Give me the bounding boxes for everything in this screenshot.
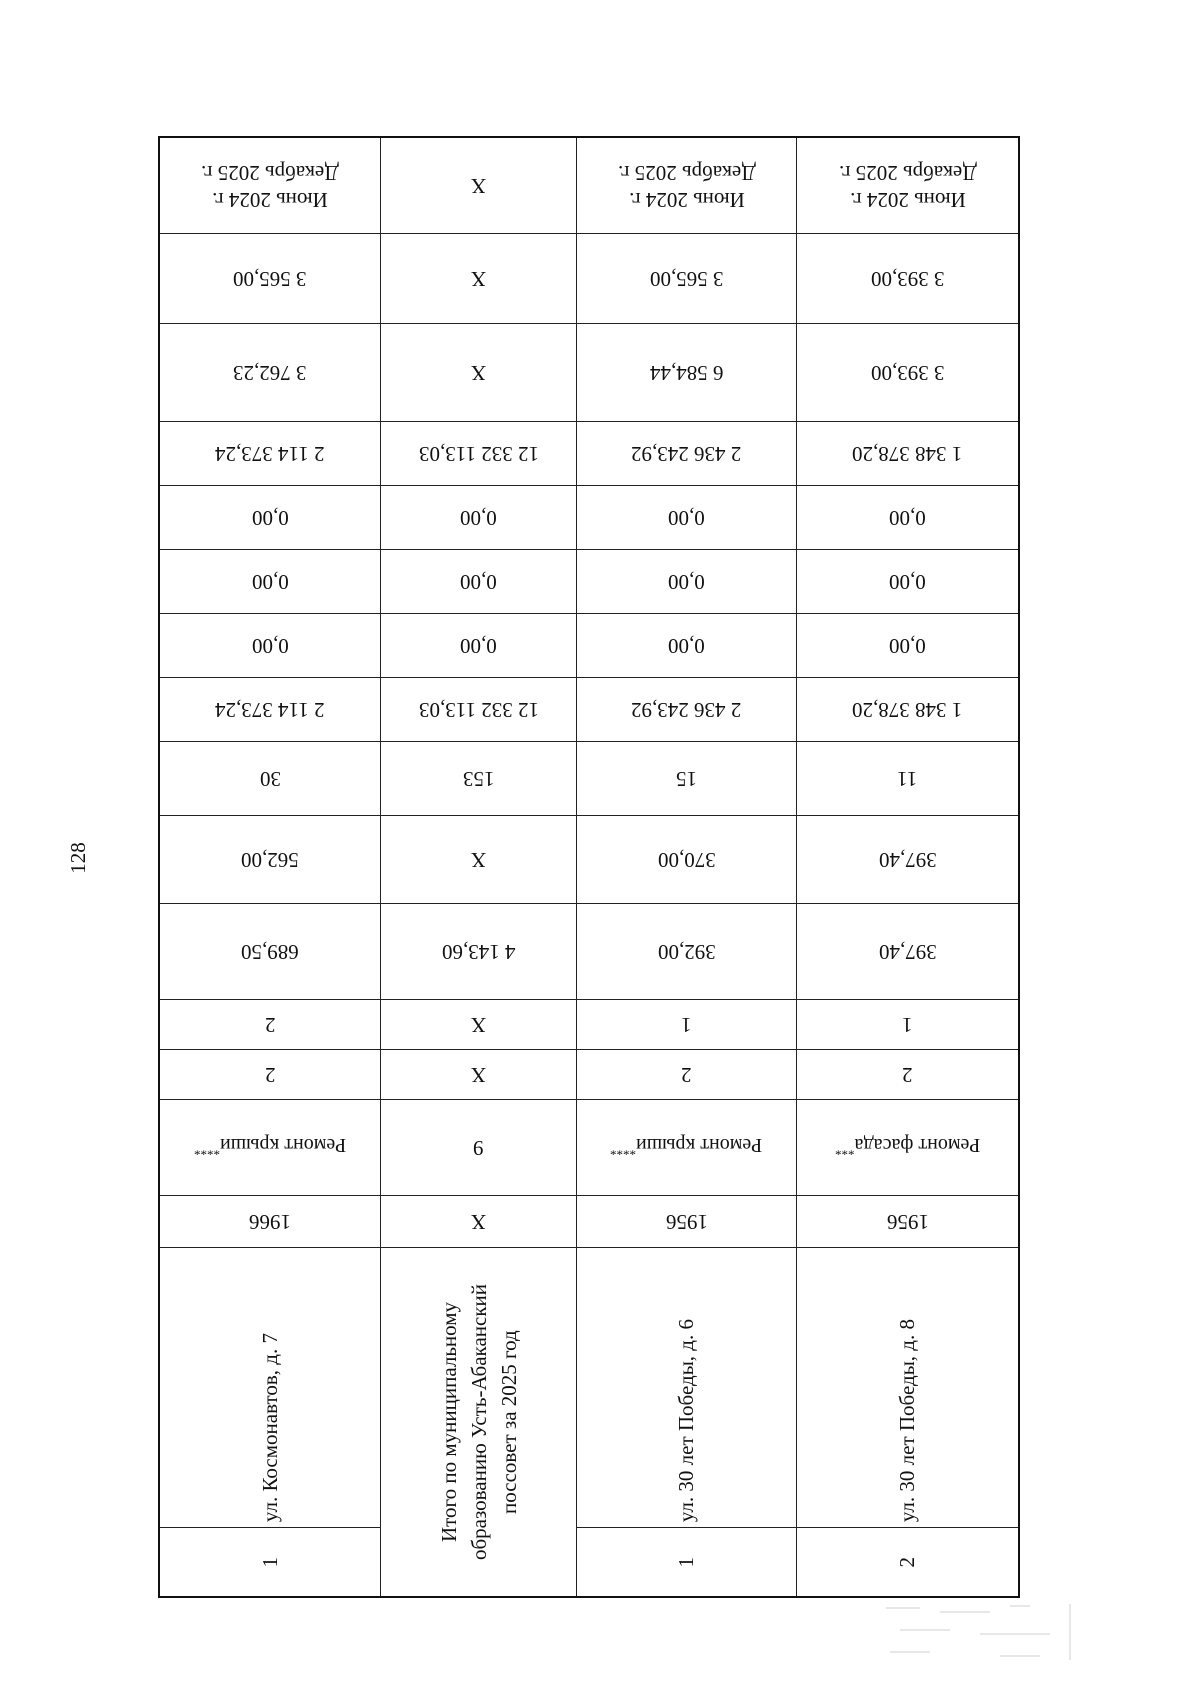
table-row-zero-3 [160, 614, 1018, 678]
cell-zero: 0,00 [796, 486, 1018, 549]
cell-period: X [380, 138, 576, 233]
cell-year: 1956 [796, 1196, 1018, 1247]
cell-unit-cost: X [380, 324, 576, 421]
cell-zero: 0,00 [796, 614, 1018, 677]
table-row-zero-1 [160, 486, 1018, 550]
cell-total: 12 332 113,03 [380, 678, 576, 741]
cell-address: ул. 30 лет Победы, д. 6 1 [576, 1248, 796, 1596]
cell-work-type: Ремонт крыши**** [576, 1100, 796, 1195]
cell-period: Июнь 2024 г. Декабрь 2025 г. [201, 160, 339, 212]
cell-year: 1966 [249, 1210, 291, 1234]
table-row-year [160, 1196, 1018, 1248]
table-row-unit-cost [160, 324, 1018, 422]
cell-unit-cost: 3 762,23 [233, 361, 307, 385]
cell-c1: 2 [576, 1050, 796, 1099]
cell-area: 397,40 [796, 816, 1018, 903]
cell-zero: 0,00 [251, 634, 289, 658]
cell-unit-cost: 6 584,44 [576, 324, 796, 421]
table-row-c1 [160, 1050, 1018, 1100]
cell-count: 11 [796, 742, 1018, 815]
cell-c1: X [380, 1050, 576, 1099]
cell-c2: 1 [576, 1000, 796, 1049]
cell-zero: 0,00 [380, 550, 576, 613]
table-row-area-2 [160, 816, 1018, 904]
cell-c1: 2 [264, 1063, 276, 1087]
cell-max-cost: 3 565,00 [233, 267, 307, 291]
cell-max-cost: 3 393,00 [796, 234, 1018, 323]
cell-max-cost: 3 565,00 [576, 234, 796, 323]
page-number: 128 [66, 842, 90, 874]
cell-area: X [380, 816, 576, 903]
cell-count: 15 [576, 742, 796, 815]
table-row-sum [160, 422, 1018, 486]
table-row-zero-2 [160, 550, 1018, 614]
cell-sum: 2 436 243,92 [576, 422, 796, 485]
cell-zero: 0,00 [380, 486, 576, 549]
cell-sum: 2 114 373,24 [215, 442, 325, 466]
cell-unit-cost: 3 393,00 [796, 324, 1018, 421]
table-row-c2 [160, 1000, 1018, 1050]
cell-zero: 0,00 [576, 550, 796, 613]
cell-work-type: 9 [380, 1100, 576, 1195]
cell-zero: 0,00 [796, 550, 1018, 613]
table-row-max-cost [160, 234, 1018, 324]
table-row-address [160, 1248, 1018, 1596]
cell-year: X [380, 1196, 576, 1247]
cell-address: ул. Космонавтов, д. 7 1 [160, 1248, 380, 1596]
cell-area: 562,00 [241, 848, 299, 872]
cell-zero: 0,00 [576, 614, 796, 677]
cell-total: 1 348 378,20 [796, 678, 1018, 741]
cell-sum: 1 348 378,20 [796, 422, 1018, 485]
cell-address: ул. 30 лет Победы, д. 8 2 [796, 1248, 1018, 1596]
cell-area: 392,00 [576, 904, 796, 999]
cell-count: 153 [380, 742, 576, 815]
cell-total: 2 436 243,92 [576, 678, 796, 741]
cell-max-cost: X [380, 234, 576, 323]
cell-c2: X [380, 1000, 576, 1049]
cell-period: Июнь 2024 г. Декабрь 2025 г. [796, 138, 1018, 233]
cell-count: 30 [259, 767, 281, 791]
cell-work-type: Ремонт фасада*** [796, 1100, 1018, 1195]
cell-c1: 2 [796, 1050, 1018, 1099]
table-row-area-1 [160, 904, 1018, 1000]
cell-total: 2 114 373,24 [215, 698, 325, 722]
table-row-work-type [160, 1100, 1018, 1196]
cell-area: 4 143,60 [380, 904, 576, 999]
cell-zero: 0,00 [251, 570, 289, 594]
cell-area: 689,50 [241, 940, 299, 964]
cell-address-total: Итого по муниципальному образованию Усть-Абаканский поссовет за 2025 год [380, 1248, 576, 1596]
cell-zero: 0,00 [251, 506, 289, 530]
table-row-count [160, 742, 1018, 816]
cell-zero: 0,00 [380, 614, 576, 677]
cell-c2: 2 [264, 1013, 276, 1037]
cell-work-type: Ремонт крыши**** [193, 1133, 347, 1159]
table-row-total [160, 678, 1018, 742]
table-row-period [160, 138, 1018, 234]
cell-period: Июнь 2024 г. Декабрь 2025 г. [576, 138, 796, 233]
cell-area: 370,00 [576, 816, 796, 903]
cell-zero: 0,00 [576, 486, 796, 549]
data-table [158, 136, 1020, 1598]
cell-area: 397,40 [796, 904, 1018, 999]
cell-sum: 12 332 113,03 [380, 422, 576, 485]
cell-c2: 1 [796, 1000, 1018, 1049]
scan-noise [880, 1600, 1160, 1670]
cell-year: 1956 [576, 1196, 796, 1247]
